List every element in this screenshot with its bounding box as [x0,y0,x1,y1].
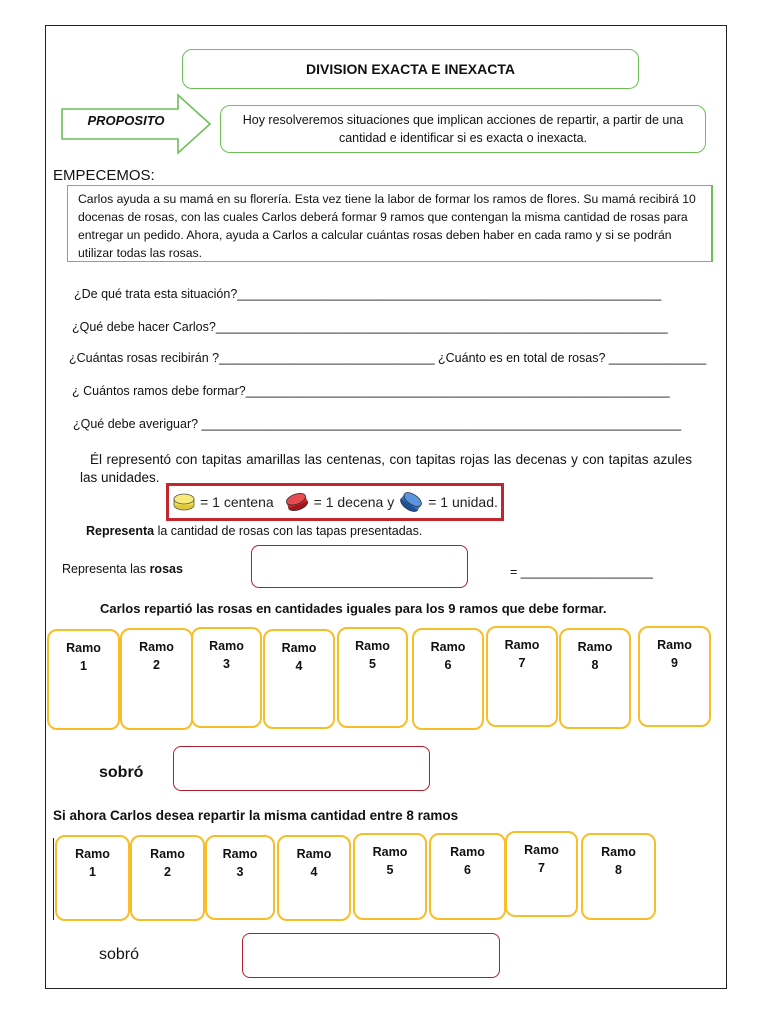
legend-decena: = 1 decena y [313,494,395,510]
represent-label-bold: rosas [149,562,183,576]
distribute-8-instruction: Si ahora Carlos desea repartir la misma cantidad entre 8 ramos [53,808,459,823]
represent-roses-box[interactable] [251,545,468,588]
row8-ramo-8[interactable] [581,833,656,920]
question-bouquet-count[interactable]: ¿ Cuántos ramos debe formar?_____________________________________________________________ [72,384,670,398]
ramo-number: 5 [386,863,394,877]
ramo-number: 7 [518,656,526,670]
row9-ramo-9[interactable] [638,626,711,727]
row8-ramo-2[interactable] [130,835,205,921]
ramo-label: Ramo [430,640,466,654]
margin-line [53,838,54,920]
row9-ramo-5[interactable] [337,627,408,728]
represent-bold: Representa [86,524,155,538]
sobro-box-9[interactable] [173,746,430,791]
ramo-label: Ramo [355,639,390,653]
start-heading: EMPECEMOS: [53,167,155,184]
ramo-label: Ramo [75,847,110,861]
ramo-label: Ramo [296,847,332,861]
row9-ramo-2[interactable] [120,628,193,730]
ramo-label: Ramo [450,845,485,859]
ramo-number: 4 [310,865,318,879]
row9-ramo-8[interactable] [559,628,631,729]
red-cap-icon [284,491,310,513]
ramo-number: 1 [89,865,96,879]
purpose-label: PROPOSITO [87,113,165,128]
row9-ramo-1[interactable] [47,629,120,730]
row8-ramo-4[interactable] [277,835,351,921]
ramo-label: Ramo [504,638,540,652]
ramo-number: 8 [591,658,599,672]
question-carlos-task[interactable]: ¿Qué debe hacer Carlos?_________________________________________________________________ [72,320,668,334]
ramo-label: Ramo [150,847,185,861]
ramo-label: Ramo [577,640,613,654]
legend-unidad: = 1 unidad. [428,494,498,510]
yellow-cap-icon [172,492,196,512]
represent-rest: la cantidad de rosas con las tapas presentadas. [154,524,423,538]
ramo-label: Ramo [66,641,101,655]
ramo-number: 4 [295,659,303,673]
ramo-number: 3 [223,657,230,671]
row9-ramo-3[interactable] [191,627,262,728]
legend-centena: = 1 centena [200,494,274,510]
question-total-roses[interactable]: ¿Cuánto es en total de rosas? ______________ [438,351,707,365]
sobro-box-8[interactable] [242,933,500,978]
represent-roses-label [62,562,183,576]
ramo-number: 7 [538,861,545,875]
worksheet-title: DIVISION EXACTA E INEXACTA [182,49,639,89]
ramo-number: 3 [236,865,244,879]
representation-paragraph: Él representó con tapitas amarillas las centenas, con tapitas rojas las decenas y con tapitas azules las unidades. [80,452,692,485]
ramo-label: Ramo [657,638,692,652]
question-roses-received[interactable]: ¿Cuántas rosas recibirán ?_______________________________ [69,351,435,365]
sobro-label-8: sobró [99,946,140,963]
ramo-label: Ramo [281,641,317,655]
ramo-label: Ramo [524,843,559,857]
problem-story: Carlos ayuda a su mamá en su florería. Esta vez tiene la labor de formar los ramos de flores. Su mamá recibirá 10 docenas de rosas, con las cuales Carlos deberá formar 9 ramos que contengan la misma cantidad de rosas para entregar un pedido. Ahora, ayuda a Carlos a calcular cuántas rosas deben haber en cada ramo y si se podrán utilizar todas las rosas. [67,185,713,262]
ramo-label: Ramo [209,639,244,653]
ramo-label: Ramo [222,847,258,861]
distribute-9-instruction: Carlos repartió las rosas en cantidades iguales para los 9 ramos que debe formar. [100,601,607,616]
row8-ramo-5[interactable] [353,833,427,920]
ramo-number: 1 [80,659,87,673]
ramo-number: 5 [369,657,376,671]
ramo-label: Ramo [372,845,408,859]
row8-ramo-6[interactable] [429,833,506,920]
ramo-number: 6 [464,863,471,877]
row8-ramo-3[interactable] [205,835,275,920]
question-find-out[interactable]: ¿Qué debe averiguar? _____________________________________________________________________ [73,417,682,431]
ramo-label: Ramo [139,640,174,654]
row9-ramo-6[interactable] [412,628,484,730]
question-situation[interactable]: ¿De qué trata esta situación?_____________________________________________________________ [74,287,662,301]
row8-ramo-1[interactable] [55,835,130,921]
cap-legend [166,483,504,521]
represent-equals-blank[interactable]: = ___________________ [510,565,653,579]
ramo-number: 9 [671,656,678,670]
ramo-number: 2 [153,658,160,672]
purpose-text: Hoy resolveremos situaciones que implican acciones de repartir, a partir de una cantidad e identificar si es exacta o inexacta. [220,105,706,153]
represent-instruction [86,524,422,538]
blue-cap-icon [398,491,424,513]
represent-label-text: Representa las [62,562,150,576]
ramo-number: 2 [164,865,171,879]
row9-ramo-4[interactable] [263,629,335,729]
row8-ramo-7[interactable] [505,831,578,917]
sobro-label-9: sobró [99,764,144,781]
ramo-label: Ramo [601,845,636,859]
ramo-number: 8 [615,863,622,877]
row9-ramo-7[interactable] [486,626,558,727]
ramo-number: 6 [444,658,452,672]
